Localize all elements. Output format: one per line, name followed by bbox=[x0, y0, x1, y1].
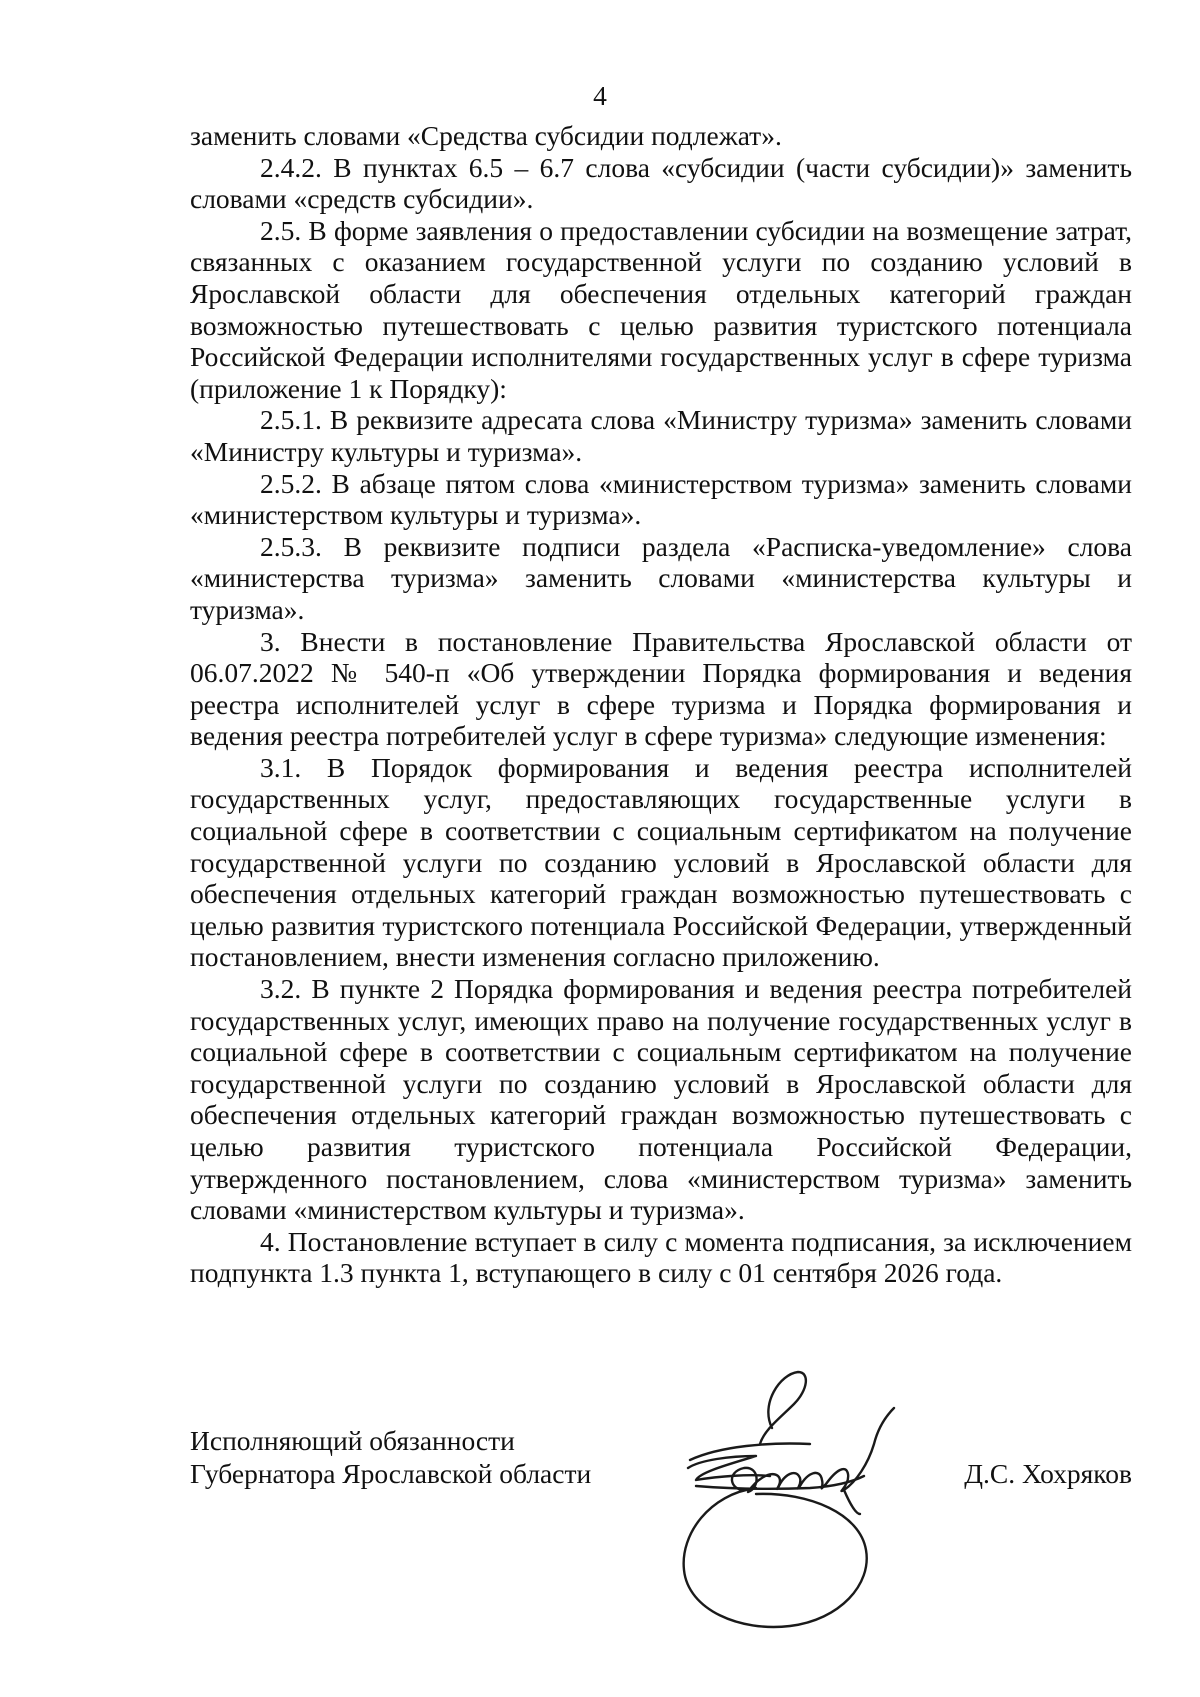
paragraph: 2.5.2. В абзаце пятом слова «министерством туризма» заменить словами «министерством культуры и туризма». bbox=[190, 467, 1132, 531]
paragraph: 2.4.2. В пунктах 6.5 – 6.7 слова «субсидии (части субсидии)» заменить словами «средств субсидии». bbox=[190, 151, 1132, 215]
signer-title bbox=[190, 1424, 670, 1490]
signature-block bbox=[190, 1424, 1132, 1624]
handwritten-signature bbox=[660, 1364, 920, 1634]
paragraph: 3. Внести в постановление Правительства Ярославской области от 06.07.2022 № 540-п «Об утверждении Порядка формирования и ведения реестра исполнителей услуг в сфере туризма и Порядка формирования и ведения реестра потребителей услуг в сфере туризма» следующие изменения: bbox=[190, 625, 1132, 752]
document-body bbox=[190, 120, 1132, 1289]
paragraph: 4. Постановление вступает в силу с момента подписания, за исключением подпункта 1.3 пункта 1, вступающего в силу с 01 сентября 2026 года. bbox=[190, 1225, 1132, 1289]
paragraph: 3.2. В пункте 2 Порядка формирования и ведения реестра потребителей государственных услуг, имеющих право на получение государственных услуг в социальной сфере в соответствии с социальным сертификатом на получение государственной услуги по созданию условий в Ярославской области для обеспечения отдельных категорий граждан возможностью путешествовать с целью развития туристского потенциала Российской Федерации, утвержденного постановлением, слова «министерством туризма» заменить словами «министерством культуры и туризма». bbox=[190, 973, 1132, 1226]
paragraph: 2.5.3. В реквизите подписи раздела «Расписка-уведомление» слова «министерства туризма» заменить словами «министерства культуры и туризма». bbox=[190, 530, 1132, 625]
paragraph: 2.5. В форме заявления о предоставлении субсидии на возмещение затрат, связанных с оказанием государственной услуги по созданию условий в Ярославской области для обеспечения отдельных категорий граждан возможностью путешествовать с целью развития туристского потенциала Российской Федерации исполнителями государственных услуг в сфере туризма (приложение 1 к Порядку): bbox=[190, 214, 1132, 404]
paragraph: заменить словами «Средства субсидии подлежат». bbox=[190, 120, 782, 151]
signer-title-line: Губернатора Ярославской области bbox=[190, 1458, 592, 1489]
paragraph: 3.1. В Порядок формирования и ведения реестра исполнителей государственных услуг, предоставляющих государственные услуги в социальной сфере в соответствии с социальным сертификатом на получение государственной услуги по созданию условий в Ярославской области для обеспечения отдельных категорий граждан возможностью путешествовать с целью развития туристского потенциала Российской Федерации, утвержденный постановлением, внести изменения согласно приложению. bbox=[190, 751, 1132, 973]
paragraph: 2.5.1. В реквизите адресата слова «Министру туризма» заменить словами «Министру культуры и туризма». bbox=[190, 404, 1132, 467]
signer-title-line: Исполняющий обязанности bbox=[190, 1425, 515, 1456]
page-number: 4 bbox=[593, 80, 607, 111]
signer-name: Д.С. Хохряков bbox=[964, 1458, 1132, 1489]
